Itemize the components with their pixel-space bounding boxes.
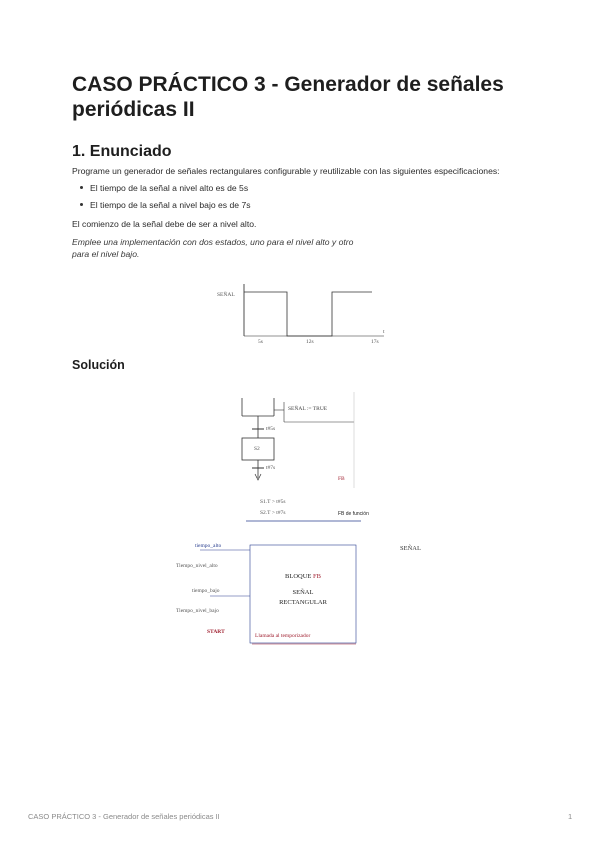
start-note: El comienzo de la señal debe de ser a nivel alto.: [72, 219, 257, 229]
block-input: tiempo_bajo: [192, 588, 220, 594]
bullet-icon: [80, 186, 83, 189]
block-input: Tiempo_nivel_bajo: [176, 608, 219, 614]
block-start-label: START: [207, 629, 225, 635]
hint-paragraph: Emplee una implementación con dos estados, uno para el nivel alto y otro para el nivel bajo.: [72, 237, 354, 259]
grafcet-transition: t#5s: [266, 426, 276, 432]
grafcet-step: S2: [254, 446, 260, 452]
intro-paragraph: Programe un generador de señales rectangulares configurable y reutilizable con las siguientes especificaciones:: [72, 166, 500, 176]
block-input: Tiempo_nivel_alto: [176, 563, 218, 569]
bullet-text: El tiempo de la señal a nivel bajo es de 7s: [90, 200, 251, 210]
section-heading: 1. Enunciado: [72, 143, 172, 160]
block-title: [250, 573, 356, 580]
signal-x-label: t: [383, 329, 385, 335]
block-bottom-note: Llamada al temporizador: [255, 633, 311, 639]
block-output-label: SEÑAL: [400, 545, 421, 552]
grafcet-transition: t#7s: [266, 465, 276, 471]
grafcet-variable: S2.T > t#7s: [260, 510, 286, 516]
signal-tick: 17s: [371, 339, 379, 345]
bullet-item: [80, 199, 251, 211]
block-input: tiempo_alto: [195, 543, 222, 549]
signal-tick: 5s: [258, 339, 263, 345]
grafcet-tag: FB: [338, 476, 345, 482]
footer-text: CASO PRÁCTICO 3 - Generador de señales periódicas II: [28, 812, 220, 821]
grafcet-variable: S1.T > t#5s: [260, 499, 286, 505]
block-subtitle: RECTANGULAR: [279, 599, 327, 606]
block-subtitle: SEÑAL: [292, 589, 314, 596]
grafcet-action: SEÑAL := TRUE: [288, 406, 328, 412]
block-title-text: BLOQUE: [285, 573, 312, 580]
solution-heading: Solución: [72, 358, 125, 372]
bullet-text: El tiempo de la señal a nivel alto es de 5s: [90, 183, 249, 193]
bullet-item: [80, 182, 248, 194]
signal-tick: 12s: [306, 339, 314, 345]
signal-y-label: SEÑAL: [217, 292, 235, 298]
grafcet-note: FB de función: [338, 511, 369, 517]
page-number: 1: [568, 812, 573, 821]
page-title: CASO PRÁCTICO 3 - Generador de señales periódicas II: [72, 73, 504, 121]
block-title-tag: FB: [313, 573, 321, 580]
bullet-icon: [80, 203, 83, 206]
